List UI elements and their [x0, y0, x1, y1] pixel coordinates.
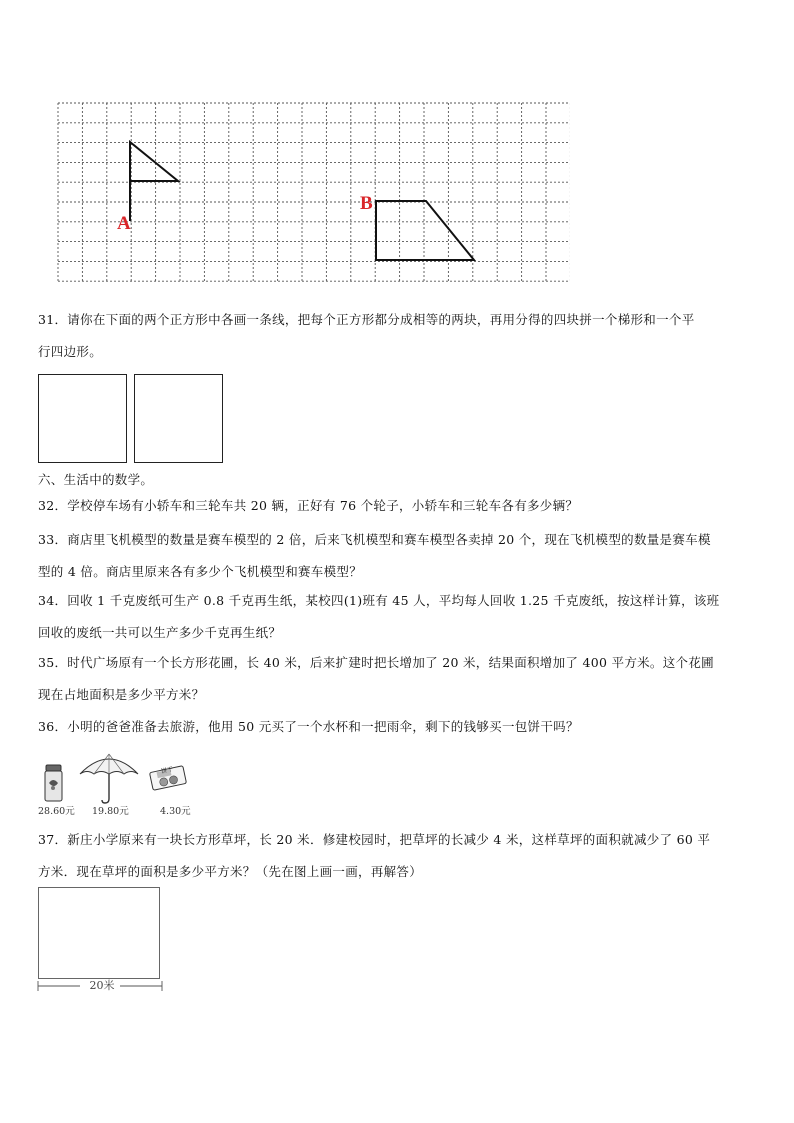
- cup-price: 28.60元: [38, 806, 75, 817]
- question-37: [38, 824, 758, 888]
- length-label: 20米: [89, 979, 115, 992]
- question-32: [38, 490, 758, 522]
- question-33: [38, 524, 758, 588]
- question-text: 方米．现在草坪的面积是多少平方米？（先在图上画一画，再解答）: [38, 864, 423, 879]
- biscuit-price: 4.30元: [160, 806, 191, 817]
- question-35: [38, 647, 758, 711]
- trapezoid-shape: [376, 201, 474, 260]
- section-title: 六、生活中的数学。: [38, 472, 154, 487]
- question-text: 型的 4 倍。商店里原来各有多少个飞机模型和赛车模型？: [38, 564, 363, 579]
- square-left[interactable]: [38, 374, 127, 463]
- question-text: 36．小明的爸爸准备去旅游，他用 50 元买了一个水杯和一把雨伞，剩下的钱够买一包饼干吗？: [38, 719, 579, 734]
- question-text: 现在占地面积是多少平方米？: [38, 687, 205, 702]
- question-text: 35．时代广场原有一个长方形花圃，长 40 米，后来扩建时把长增加了 20 米，结果面积增加了 400 平方米。这个花圃: [38, 655, 714, 670]
- question-text: 31．请你在下面的两个正方形中各画一条线，把每个正方形都分成相等的两块，再用分得的四块拼一个梯形和一个平: [38, 312, 695, 327]
- lawn-rectangle[interactable]: [38, 887, 160, 979]
- question-text: 33．商店里飞机模型的数量是赛车模型的 2 倍，后来飞机模型和赛车模型各卖掉 20 个，现在飞机模型的数量是赛车模: [38, 532, 711, 547]
- question-34: [38, 585, 758, 649]
- question-text: 32．学校停车场有小轿车和三轮车共 20 辆，正好有 76 个轮子，小轿车和三轮车各有多少辆？: [38, 498, 579, 513]
- square-right[interactable]: [134, 374, 223, 463]
- point-b-label: B: [360, 193, 373, 214]
- biscuit-pack-text: 饼干: [160, 765, 174, 776]
- question-text: 行四边形。: [38, 344, 103, 359]
- cup-icon: [43, 763, 65, 803]
- umbrella-price: 19.80元: [92, 806, 129, 817]
- question-text: 回收的废纸一共可以生产多少千克再生纸？: [38, 625, 282, 640]
- question-36: [38, 711, 758, 743]
- grid-figure: [56, 101, 570, 283]
- question-text: 34．回收 1 千克废纸可生产 0.8 千克再生纸，某校四(1)班有 45 人，平均每人回收 1.25 千克废纸，按这样计算，该班: [38, 593, 720, 608]
- flag-shape: [130, 142, 178, 221]
- question-31: [38, 304, 758, 368]
- umbrella-icon: [78, 750, 140, 805]
- question-text: 37．新庄小学原来有一块长方形草坪，长 20 米．修建校园时，把草坪的长减少 4 米，这样草坪的面积就减少了 60 平: [38, 832, 711, 847]
- point-a-label: A: [117, 213, 131, 234]
